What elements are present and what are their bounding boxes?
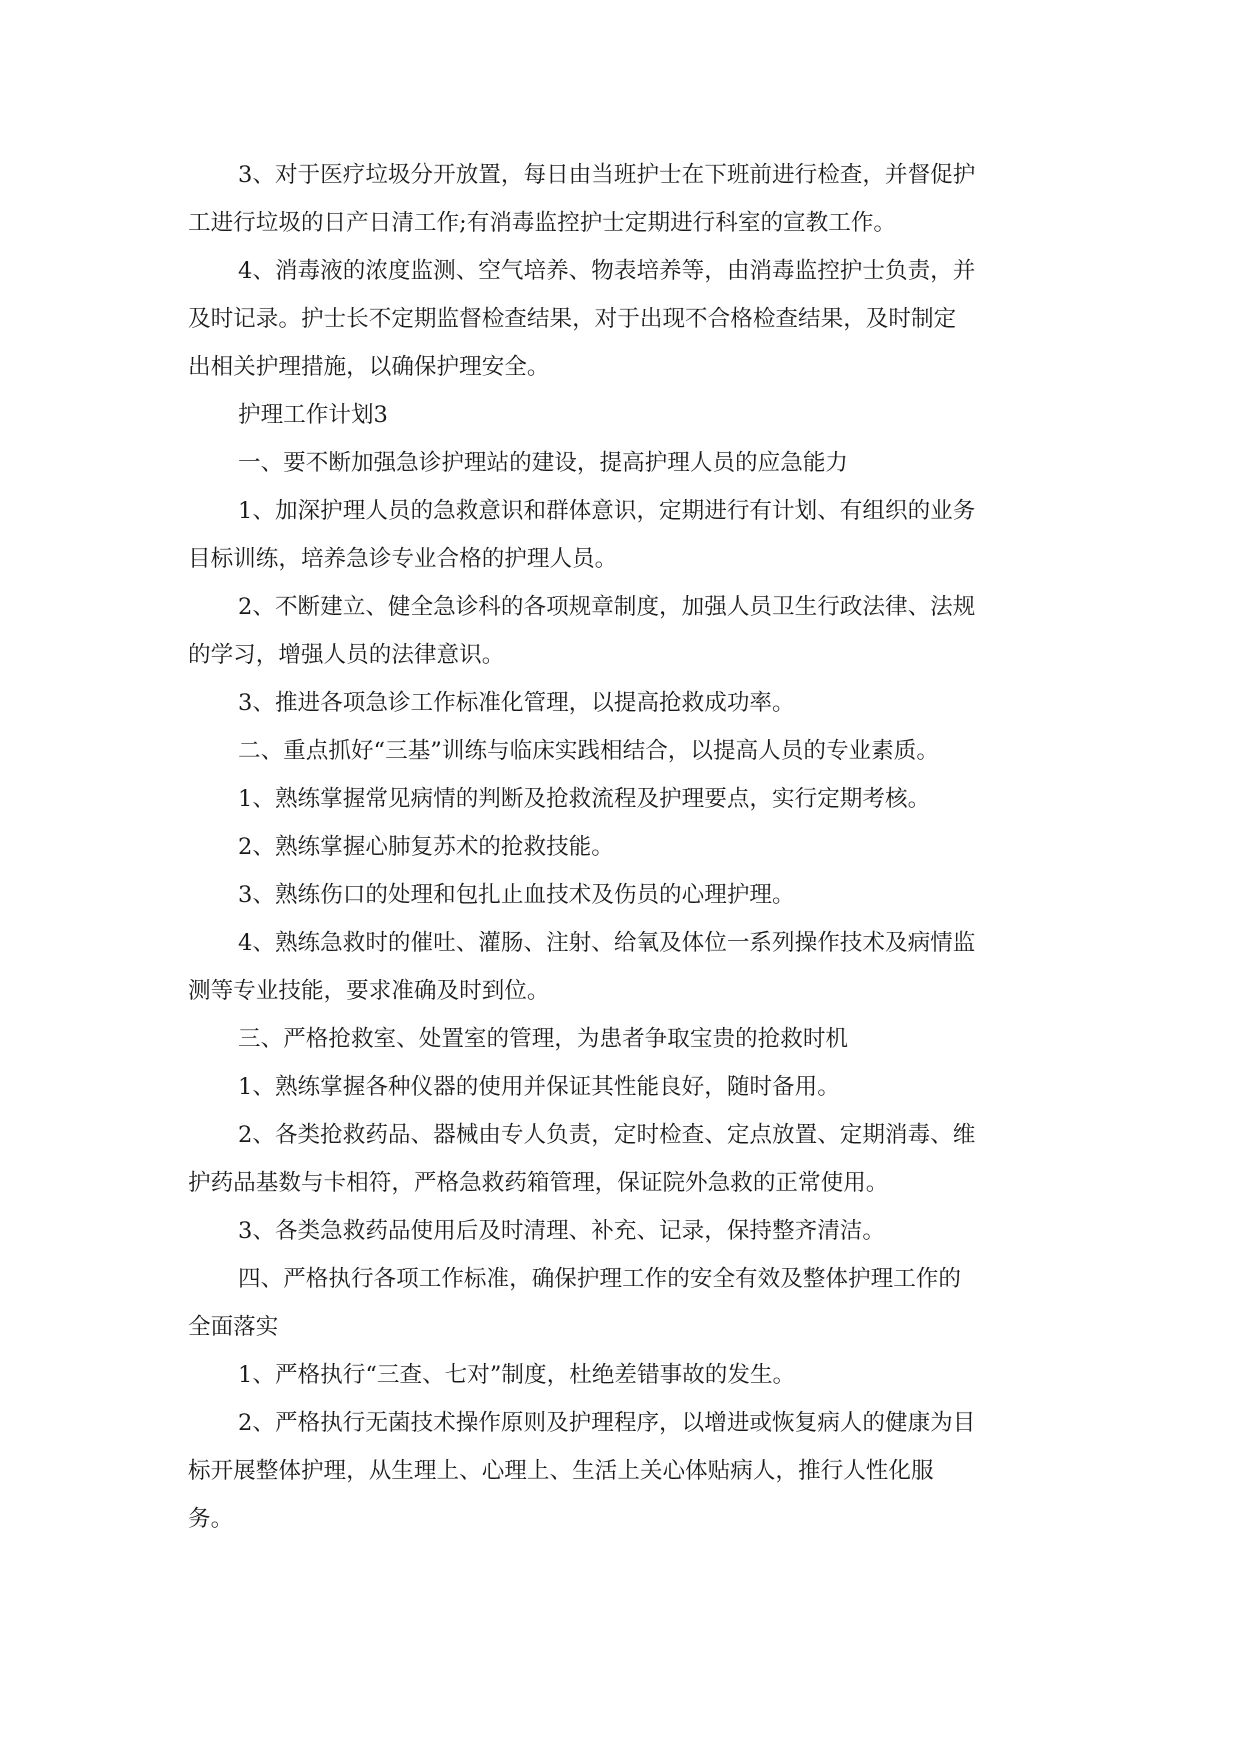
text-line: 1、熟练掌握各种仪器的使用并保证其性能良好，随时备用。 bbox=[238, 1074, 840, 1100]
text-line: 工进行垃圾的日产日清工作;有消毒监控护士定期进行科室的宣教工作。 bbox=[188, 210, 897, 236]
text-line: 测等专业技能，要求准确及时到位。 bbox=[188, 978, 550, 1004]
text-line: 3、各类急救药品使用后及时清理、补充、记录，保持整齐清洁。 bbox=[238, 1218, 885, 1244]
text-line: 2、严格执行无菌技术操作原则及护理程序，以增进或恢复病人的健康为目 bbox=[238, 1410, 976, 1436]
text-line: 1、严格执行“三查、七对”制度，杜绝差错事故的发生。 bbox=[238, 1362, 796, 1388]
section-heading: 一、要不断加强急诊护理站的建设，提高护理人员的应急能力 bbox=[238, 450, 849, 476]
text-line: 务。 bbox=[188, 1506, 234, 1532]
text-line: 1、加深护理人员的急救意识和群体意识，定期进行有计划、有组织的业务 bbox=[238, 498, 976, 524]
section-heading: 二、重点抓好“三基”训练与临床实践相结合，以提高人员的专业素质。 bbox=[238, 738, 939, 764]
text-line: 及时记录。护士长不定期监督检查结果，对于出现不合格检查结果，及时制定 bbox=[188, 306, 957, 332]
text-line: 1、熟练掌握常见病情的判断及抢救流程及护理要点，实行定期考核。 bbox=[238, 786, 931, 812]
text-line: 2、不断建立、健全急诊科的各项规章制度，加强人员卫生行政法律、法规 bbox=[238, 594, 976, 620]
text-line: 2、各类抢救药品、器械由专人负责，定时检查、定点放置、定期消毒、维 bbox=[238, 1122, 976, 1148]
section-heading: 全面落实 bbox=[188, 1314, 279, 1340]
text-line: 出相关护理措施，以确保护理安全。 bbox=[188, 354, 550, 380]
text-line: 3、熟练伤口的处理和包扎止血技术及伤员的心理护理。 bbox=[238, 882, 795, 908]
text-line: 4、熟练急救时的催吐、灌肠、注射、给氧及体位一系列操作技术及病情监 bbox=[238, 930, 976, 956]
text-line: 护药品基数与卡相符，严格急救药箱管理，保证院外急救的正常使用。 bbox=[188, 1170, 889, 1196]
text-line: 3、对于医疗垃圾分开放置，每日由当班护士在下班前进行检查，并督促护 bbox=[238, 162, 976, 188]
text-line: 4、消毒液的浓度监测、空气培养、物表培养等，由消毒监控护士负责，并 bbox=[238, 258, 976, 284]
text-line: 目标训练，培养急诊专业合格的护理人员。 bbox=[188, 546, 618, 572]
text-line: 2、熟练掌握心肺复苏术的抢救技能。 bbox=[238, 834, 614, 860]
section-heading: 四、严格执行各项工作标准，确保护理工作的安全有效及整体护理工作的 bbox=[238, 1266, 961, 1292]
text-line: 标开展整体护理，从生理上、心理上、生活上关心体贴病人，推行人性化服 bbox=[188, 1458, 934, 1484]
text-line: 的学习，增强人员的法律意识。 bbox=[188, 642, 505, 668]
section-heading: 三、严格抢救室、处置室的管理，为患者争取宝贵的抢救时机 bbox=[238, 1026, 849, 1052]
text-line: 3、推进各项急诊工作标准化管理，以提高抢救成功率。 bbox=[238, 690, 795, 716]
section-heading: 护理工作计划3 bbox=[238, 402, 388, 428]
